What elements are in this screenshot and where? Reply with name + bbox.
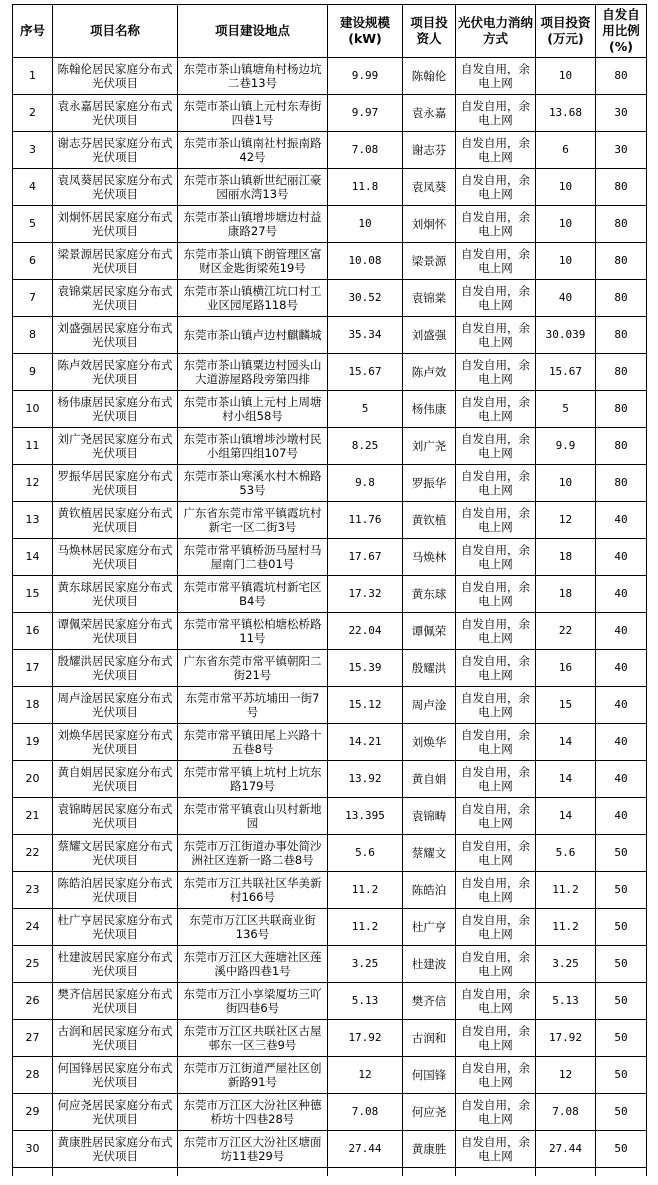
cell-project-name: 刘广尧居民家庭分布式光伏项目: [53, 428, 178, 465]
cell-self-use-ratio: 80: [596, 206, 647, 243]
cell-index: 29: [13, 1094, 53, 1131]
cell-investment: 13.68: [536, 95, 596, 132]
cell-investor: 刘焕华: [403, 724, 456, 761]
cell-capacity: 9.99: [328, 58, 403, 95]
cell-self-use-ratio: 80: [596, 428, 647, 465]
table-row: [13, 95, 647, 132]
cell-consumption-mode: 自发自用，余电上网: [456, 95, 536, 132]
table-row: [13, 169, 647, 206]
cell-empty: [403, 1168, 456, 1177]
table-row: [13, 761, 647, 798]
cell-location: 东莞市万江区共联社区古屋邨东一区三巷9号: [178, 1020, 328, 1057]
header-row: [13, 5, 647, 58]
cell-capacity: 5: [328, 391, 403, 428]
header-self-use-ratio: 自发自用比例(%): [596, 5, 647, 58]
cell-capacity: 12: [328, 1057, 403, 1094]
cell-capacity: 11.8: [328, 169, 403, 206]
cell-investment: 10: [536, 243, 596, 280]
cell-investor: 袁永嘉: [403, 95, 456, 132]
cell-index: 2: [13, 95, 53, 132]
cell-self-use-ratio: 40: [596, 613, 647, 650]
cell-capacity: 11.2: [328, 909, 403, 946]
cell-capacity: 17.32: [328, 576, 403, 613]
cell-consumption-mode: 自发自用，余电上网: [456, 206, 536, 243]
table-row: [13, 502, 647, 539]
cell-project-name: 何国锋居民家庭分布式光伏项目: [53, 1057, 178, 1094]
cell-investor: 杨伟康: [403, 391, 456, 428]
cell-investor: 周卢淦: [403, 687, 456, 724]
cell-index: 3: [13, 132, 53, 169]
cell-project-name: 黄钦植居民家庭分布式光伏项目: [53, 502, 178, 539]
cell-investor: 何国锋: [403, 1057, 456, 1094]
cell-investment: 6: [536, 132, 596, 169]
cell-consumption-mode: 自发自用，余电上网: [456, 872, 536, 909]
cell-investment: 3.25: [536, 946, 596, 983]
cell-project-name: 马焕林居民家庭分布式光伏项目: [53, 539, 178, 576]
header-index: 序号: [13, 5, 53, 58]
table-row-partial: [13, 1168, 647, 1177]
table-row: [13, 1057, 647, 1094]
cell-consumption-mode: 自发自用，余电上网: [456, 1094, 536, 1131]
cell-location: 东莞市常平镇桥沥马屋村马屋南门二巷01号: [178, 539, 328, 576]
cell-consumption-mode: 自发自用，余电上网: [456, 354, 536, 391]
cell-investor: 谭佩荣: [403, 613, 456, 650]
table-row: [13, 317, 647, 354]
cell-consumption-mode: 自发自用，余电上网: [456, 687, 536, 724]
cell-location: 东莞市万江区大汾社区种德桥坊十四巷28号: [178, 1094, 328, 1131]
cell-consumption-mode: 自发自用，余电上网: [456, 576, 536, 613]
cell-consumption-mode: 自发自用，余电上网: [456, 391, 536, 428]
table-row: [13, 206, 647, 243]
cell-capacity: 3.25: [328, 946, 403, 983]
cell-consumption-mode: 自发自用，余电上网: [456, 243, 536, 280]
cell-consumption-mode: 自发自用，余电上网: [456, 132, 536, 169]
cell-investor: 殷耀洪: [403, 650, 456, 687]
cell-investment: 5.13: [536, 983, 596, 1020]
cell-investor: 杜广亨: [403, 909, 456, 946]
cell-location: 东莞市茶山寒溪水村木棉路53号: [178, 465, 328, 502]
table-row: [13, 391, 647, 428]
table-row: [13, 465, 647, 502]
cell-consumption-mode: 自发自用，余电上网: [456, 502, 536, 539]
cell-index: 9: [13, 354, 53, 391]
cell-investor: 何应尧: [403, 1094, 456, 1131]
cell-investor: 黄东球: [403, 576, 456, 613]
cell-investment: 17.92: [536, 1020, 596, 1057]
cell-investment: 14: [536, 761, 596, 798]
cell-investment: 10: [536, 206, 596, 243]
cell-index: 24: [13, 909, 53, 946]
table-row: [13, 983, 647, 1020]
cell-capacity: 10: [328, 206, 403, 243]
cell-investment: 10: [536, 465, 596, 502]
cell-location: 东莞市茶山镇增埗塘边村益康路27号: [178, 206, 328, 243]
cell-project-name: 黄东球居民家庭分布式光伏项目: [53, 576, 178, 613]
cell-self-use-ratio: 80: [596, 58, 647, 95]
cell-consumption-mode: 自发自用，余电上网: [456, 613, 536, 650]
cell-investment: 10: [536, 169, 596, 206]
project-table: [12, 4, 647, 1176]
cell-project-name: 黄自娟居民家庭分布式光伏项目: [53, 761, 178, 798]
table-row: [13, 872, 647, 909]
cell-location: 东莞市常平镇上坑村上坑东路179号: [178, 761, 328, 798]
cell-self-use-ratio: 80: [596, 243, 647, 280]
cell-self-use-ratio: 50: [596, 872, 647, 909]
cell-self-use-ratio: 50: [596, 835, 647, 872]
cell-investor: 樊齐信: [403, 983, 456, 1020]
table-row: [13, 613, 647, 650]
cell-index: 5: [13, 206, 53, 243]
cell-project-name: 陈皓泊居民家庭分布式光伏项目: [53, 872, 178, 909]
cell-self-use-ratio: 40: [596, 502, 647, 539]
cell-capacity: 9.8: [328, 465, 403, 502]
cell-investor: 袁凤葵: [403, 169, 456, 206]
cell-capacity: 8.25: [328, 428, 403, 465]
cell-location: 东莞市万江区大莲塘社区莲溪中路四巷1号: [178, 946, 328, 983]
table-row: [13, 946, 647, 983]
table-row: [13, 1020, 647, 1057]
cell-capacity: 7.08: [328, 132, 403, 169]
cell-self-use-ratio: 50: [596, 1020, 647, 1057]
cell-index: 16: [13, 613, 53, 650]
cell-investment: 5.6: [536, 835, 596, 872]
cell-self-use-ratio: 30: [596, 132, 647, 169]
cell-location: 东莞市万江小享梁厦坊三吖街四巷6号: [178, 983, 328, 1020]
cell-investor: 黄自娟: [403, 761, 456, 798]
cell-index: 21: [13, 798, 53, 835]
header-consumption-mode: 光伏电力消纳方式: [456, 5, 536, 58]
cell-empty: [13, 1168, 53, 1177]
cell-location: 东莞市茶山镇上元村上周塘村小组58号: [178, 391, 328, 428]
cell-location: 广东省东莞市常平镇霞坑村新宅一区二街3号: [178, 502, 328, 539]
cell-consumption-mode: 自发自用，余电上网: [456, 169, 536, 206]
cell-investment: 10: [536, 58, 596, 95]
cell-self-use-ratio: 50: [596, 946, 647, 983]
cell-location: 东莞市常平镇田尾上兴路十五巷8号: [178, 724, 328, 761]
cell-location: 东莞市常平镇袁山贝村新地园: [178, 798, 328, 835]
cell-investment: 11.2: [536, 872, 596, 909]
cell-self-use-ratio: 50: [596, 909, 647, 946]
cell-self-use-ratio: 40: [596, 724, 647, 761]
cell-investor: 古润和: [403, 1020, 456, 1057]
cell-project-name: 刘炯怀居民家庭分布式光伏项目: [53, 206, 178, 243]
cell-capacity: 11.76: [328, 502, 403, 539]
cell-investor: 袁锦棠: [403, 280, 456, 317]
cell-index: 22: [13, 835, 53, 872]
cell-capacity: 7.08: [328, 1094, 403, 1131]
cell-consumption-mode: 自发自用，余电上网: [456, 650, 536, 687]
cell-capacity: 13.92: [328, 761, 403, 798]
cell-project-name: 袁凤葵居民家庭分布式光伏项目: [53, 169, 178, 206]
cell-location: 东莞市万江区共联商业街136号: [178, 909, 328, 946]
cell-investment: 18: [536, 576, 596, 613]
cell-capacity: 15.67: [328, 354, 403, 391]
cell-index: 15: [13, 576, 53, 613]
cell-self-use-ratio: 80: [596, 169, 647, 206]
cell-consumption-mode: 自发自用，余电上网: [456, 1057, 536, 1094]
cell-capacity: 15.39: [328, 650, 403, 687]
cell-index: 11: [13, 428, 53, 465]
cell-index: 14: [13, 539, 53, 576]
cell-self-use-ratio: 30: [596, 95, 647, 132]
cell-investment: 12: [536, 502, 596, 539]
cell-self-use-ratio: 40: [596, 650, 647, 687]
cell-empty: [178, 1168, 328, 1177]
cell-investment: 12: [536, 1057, 596, 1094]
cell-self-use-ratio: 80: [596, 391, 647, 428]
cell-index: 8: [13, 317, 53, 354]
cell-index: 28: [13, 1057, 53, 1094]
cell-investment: 14: [536, 724, 596, 761]
cell-index: 1: [13, 58, 53, 95]
cell-capacity: 22.04: [328, 613, 403, 650]
cell-investment: 16: [536, 650, 596, 687]
cell-location: 东莞市茶山镇塘角村杨边坑二巷13号: [178, 58, 328, 95]
cell-project-name: 何应尧居民家庭分布式光伏项目: [53, 1094, 178, 1131]
cell-investor: 黄钦植: [403, 502, 456, 539]
table-row: [13, 1131, 647, 1168]
cell-project-name: 袁锦棠居民家庭分布式光伏项目: [53, 280, 178, 317]
cell-location: 东莞市万江街道办事处简沙洲社区连新一路二巷8号: [178, 835, 328, 872]
cell-project-name: 蔡耀文居民家庭分布式光伏项目: [53, 835, 178, 872]
cell-investment: 11.2: [536, 909, 596, 946]
header-investment: 项目投资(万元): [536, 5, 596, 58]
table-row: [13, 280, 647, 317]
cell-index: 10: [13, 391, 53, 428]
cell-investment: 30.039: [536, 317, 596, 354]
table-row: [13, 1094, 647, 1131]
cell-index: 12: [13, 465, 53, 502]
cell-consumption-mode: 自发自用，余电上网: [456, 280, 536, 317]
cell-project-name: 杨伟康居民家庭分布式光伏项目: [53, 391, 178, 428]
cell-project-name: 谭佩荣居民家庭分布式光伏项目: [53, 613, 178, 650]
cell-project-name: 陈卢效居民家庭分布式光伏项目: [53, 354, 178, 391]
header-project-name: 项目名称: [53, 5, 178, 58]
cell-index: 6: [13, 243, 53, 280]
cell-consumption-mode: 自发自用，余电上网: [456, 317, 536, 354]
cell-location: 东莞市万江共联社区华美新村166号: [178, 872, 328, 909]
cell-index: 18: [13, 687, 53, 724]
cell-project-name: 古润和居民家庭分布式光伏项目: [53, 1020, 178, 1057]
cell-project-name: 黄康胜居民家庭分布式光伏项目: [53, 1131, 178, 1168]
cell-investment: 15: [536, 687, 596, 724]
cell-location: 广东省东莞市常平镇朝阳二街21号: [178, 650, 328, 687]
cell-location: 东莞市万江街道严屋社区创新路91号: [178, 1057, 328, 1094]
cell-location: 东莞市茶山镇新世纪丽江豪园丽水湾13号: [178, 169, 328, 206]
cell-index: 26: [13, 983, 53, 1020]
cell-index: 13: [13, 502, 53, 539]
cell-project-name: 陈翰伦居民家庭分布式光伏项目: [53, 58, 178, 95]
cell-self-use-ratio: 40: [596, 687, 647, 724]
cell-project-name: 谢志芬居民家庭分布式光伏项目: [53, 132, 178, 169]
cell-investor: 杜建波: [403, 946, 456, 983]
cell-investment: 27.44: [536, 1131, 596, 1168]
cell-project-name: 周卢淦居民家庭分布式光伏项目: [53, 687, 178, 724]
cell-capacity: 5.13: [328, 983, 403, 1020]
table-row: [13, 650, 647, 687]
cell-investor: 陈皓泊: [403, 872, 456, 909]
cell-empty: [596, 1168, 647, 1177]
cell-project-name: 刘焕华居民家庭分布式光伏项目: [53, 724, 178, 761]
cell-consumption-mode: 自发自用，余电上网: [456, 798, 536, 835]
cell-investor: 陈翰伦: [403, 58, 456, 95]
cell-investment: 9.9: [536, 428, 596, 465]
table-row: [13, 687, 647, 724]
cell-investment: 22: [536, 613, 596, 650]
cell-investor: 罗振华: [403, 465, 456, 502]
cell-location: 东莞市茶山镇粟边村园头山大道游屋路段旁第四排: [178, 354, 328, 391]
table-row: [13, 909, 647, 946]
cell-capacity: 11.2: [328, 872, 403, 909]
cell-location: 东莞市万江区大汾社区塘面坊11巷29号: [178, 1131, 328, 1168]
table-row: [13, 798, 647, 835]
cell-location: 东莞市茶山镇卢边村麒麟城: [178, 317, 328, 354]
cell-capacity: 10.08: [328, 243, 403, 280]
cell-index: 30: [13, 1131, 53, 1168]
cell-self-use-ratio: 50: [596, 983, 647, 1020]
cell-self-use-ratio: 50: [596, 1094, 647, 1131]
cell-self-use-ratio: 80: [596, 317, 647, 354]
cell-self-use-ratio: 40: [596, 576, 647, 613]
cell-investor: 黄康胜: [403, 1131, 456, 1168]
cell-investor: 陈卢效: [403, 354, 456, 391]
table-row: [13, 354, 647, 391]
cell-investment: 7.08: [536, 1094, 596, 1131]
cell-self-use-ratio: 40: [596, 761, 647, 798]
cell-investor: 袁锦畴: [403, 798, 456, 835]
cell-capacity: 13.395: [328, 798, 403, 835]
cell-consumption-mode: 自发自用，余电上网: [456, 465, 536, 502]
cell-consumption-mode: 自发自用，余电上网: [456, 428, 536, 465]
cell-investor: 马焕林: [403, 539, 456, 576]
cell-investor: 刘炯怀: [403, 206, 456, 243]
cell-project-name: 罗振华居民家庭分布式光伏项目: [53, 465, 178, 502]
cell-index: 25: [13, 946, 53, 983]
cell-consumption-mode: 自发自用，余电上网: [456, 761, 536, 798]
cell-capacity: 17.67: [328, 539, 403, 576]
cell-index: 20: [13, 761, 53, 798]
cell-index: 4: [13, 169, 53, 206]
cell-self-use-ratio: 80: [596, 465, 647, 502]
header-capacity: 建设规模(kW): [328, 5, 403, 58]
cell-project-name: 刘盛强居民家庭分布式光伏项目: [53, 317, 178, 354]
cell-location: 东莞市常平苏坑埔田一街7号: [178, 687, 328, 724]
cell-project-name: 袁永嘉居民家庭分布式光伏项目: [53, 95, 178, 132]
cell-investor: 刘广尧: [403, 428, 456, 465]
cell-empty: [53, 1168, 178, 1177]
cell-capacity: 5.6: [328, 835, 403, 872]
cell-location: 东莞市茶山镇增埗沙墩村民小组第四组107号: [178, 428, 328, 465]
cell-consumption-mode: 自发自用，余电上网: [456, 909, 536, 946]
cell-investor: 梁景源: [403, 243, 456, 280]
cell-capacity: 35.34: [328, 317, 403, 354]
cell-investor: 谢志芬: [403, 132, 456, 169]
cell-self-use-ratio: 80: [596, 354, 647, 391]
cell-self-use-ratio: 50: [596, 1131, 647, 1168]
cell-consumption-mode: 自发自用，余电上网: [456, 58, 536, 95]
table-row: [13, 243, 647, 280]
cell-capacity: 30.52: [328, 280, 403, 317]
cell-index: 19: [13, 724, 53, 761]
cell-investor: 刘盛强: [403, 317, 456, 354]
cell-capacity: 14.21: [328, 724, 403, 761]
cell-self-use-ratio: 80: [596, 280, 647, 317]
cell-location: 东莞市茶山镇横江坑口村工业区园尾路118号: [178, 280, 328, 317]
header-investor: 项目投资人: [403, 5, 456, 58]
table-row: [13, 724, 647, 761]
cell-consumption-mode: 自发自用，余电上网: [456, 1020, 536, 1057]
cell-project-name: 樊齐信居民家庭分布式光伏项目: [53, 983, 178, 1020]
table-row: [13, 835, 647, 872]
cell-consumption-mode: 自发自用，余电上网: [456, 983, 536, 1020]
cell-project-name: 梁景源居民家庭分布式光伏项目: [53, 243, 178, 280]
cell-project-name: 杜广亨居民家庭分布式光伏项目: [53, 909, 178, 946]
table-row: [13, 576, 647, 613]
cell-consumption-mode: 自发自用，余电上网: [456, 724, 536, 761]
cell-project-name: 袁锦畴居民家庭分布式光伏项目: [53, 798, 178, 835]
cell-self-use-ratio: 40: [596, 539, 647, 576]
table-row: [13, 539, 647, 576]
cell-index: 27: [13, 1020, 53, 1057]
cell-investment: 5: [536, 391, 596, 428]
cell-project-name: 殷耀洪居民家庭分布式光伏项目: [53, 650, 178, 687]
cell-location: 东莞市茶山镇上元村东寿街四巷1号: [178, 95, 328, 132]
cell-empty: [536, 1168, 596, 1177]
cell-capacity: 27.44: [328, 1131, 403, 1168]
table-row: [13, 58, 647, 95]
cell-self-use-ratio: 50: [596, 1057, 647, 1094]
cell-investor: 蔡耀文: [403, 835, 456, 872]
cell-consumption-mode: 自发自用，余电上网: [456, 946, 536, 983]
table-row: [13, 132, 647, 169]
cell-investment: 15.67: [536, 354, 596, 391]
cell-location: 东莞市茶山镇下朗管理区富财区金匙街梁苑19号: [178, 243, 328, 280]
cell-consumption-mode: 自发自用，余电上网: [456, 835, 536, 872]
cell-investment: 18: [536, 539, 596, 576]
cell-location: 东莞市常平镇霞坑村新宅区B4号: [178, 576, 328, 613]
cell-consumption-mode: 自发自用，余电上网: [456, 1131, 536, 1168]
cell-investment: 40: [536, 280, 596, 317]
cell-project-name: 杜建波居民家庭分布式光伏项目: [53, 946, 178, 983]
cell-empty: [328, 1168, 403, 1177]
cell-capacity: 9.97: [328, 95, 403, 132]
cell-location: 东莞市常平镇松柏塘松桥路11号: [178, 613, 328, 650]
cell-investment: 14: [536, 798, 596, 835]
table-row: [13, 428, 647, 465]
cell-capacity: 17.92: [328, 1020, 403, 1057]
cell-self-use-ratio: 40: [596, 798, 647, 835]
cell-consumption-mode: 自发自用，余电上网: [456, 539, 536, 576]
cell-capacity: 15.12: [328, 687, 403, 724]
cell-index: 7: [13, 280, 53, 317]
cell-empty: [456, 1168, 536, 1177]
header-location: 项目建设地点: [178, 5, 328, 58]
cell-index: 17: [13, 650, 53, 687]
cell-location: 东莞市茶山镇南社村振南路42号: [178, 132, 328, 169]
cell-index: 23: [13, 872, 53, 909]
